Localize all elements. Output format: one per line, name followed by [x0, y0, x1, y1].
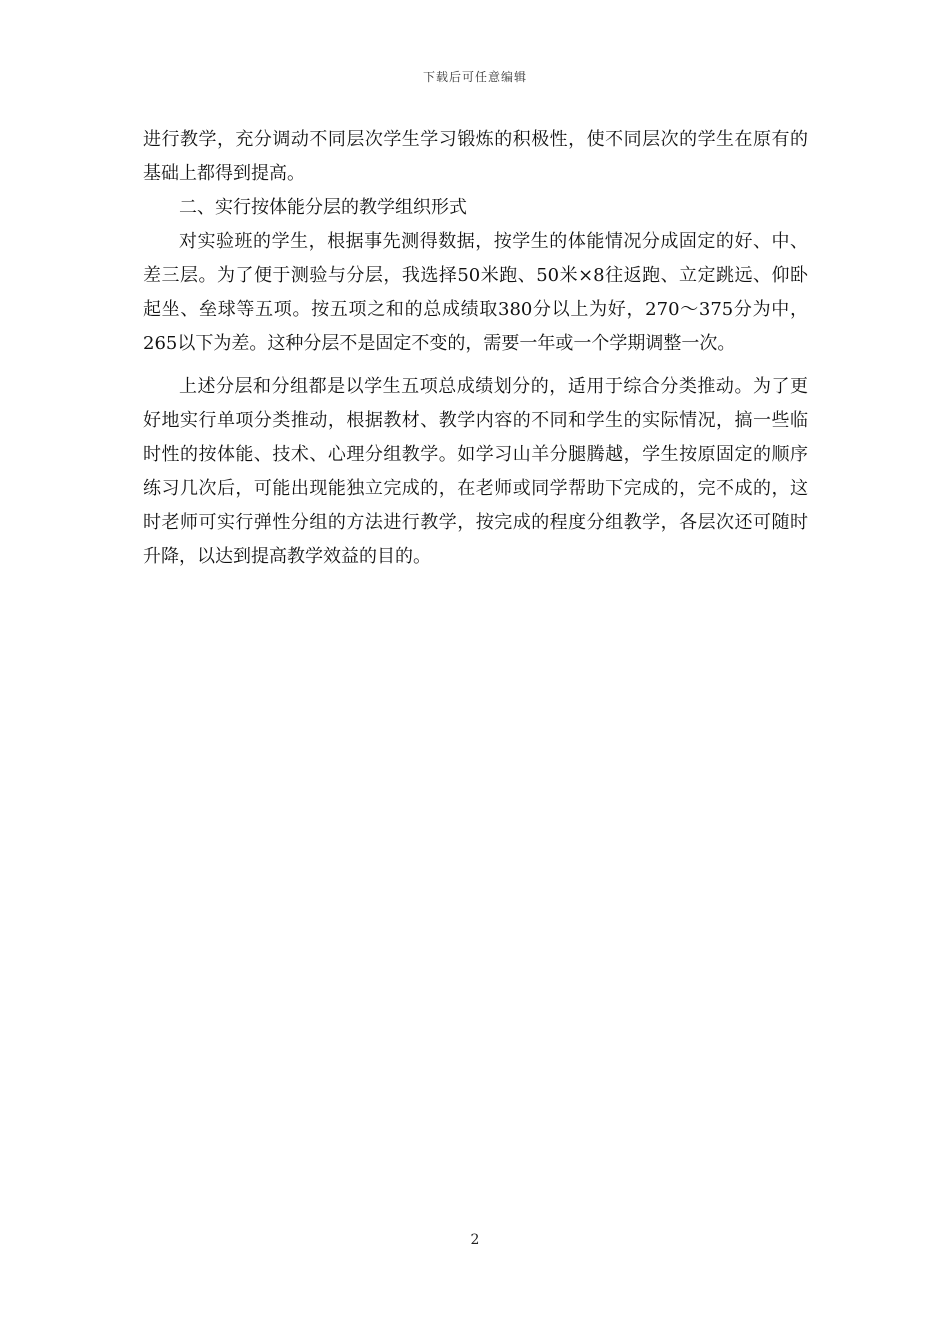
page-number: 2	[470, 1232, 480, 1248]
paragraph-continuation: 进行教学，充分调动不同层次学生学习锻炼的积极性，使不同层次的学生在原有的基础上都得到提高。	[143, 129, 808, 184]
section-heading: 二、实行按体能分层的教学组织形式	[179, 197, 467, 218]
page-header: 下载后可任意编辑	[422, 70, 527, 84]
paragraph: 上述分层和分组都是以学生五项总成绩划分的，适用于综合分类推动。为了更好地实行单项分类推动，根据教材、教学内容的不同和学生的实际情况，搞一些临时性的按体能、技术、心理分组教学。如学习山羊分腿腾越，学生按原固定的顺序练习几次后，可能出现能独立完成的，在老师或同学帮助下完成的，完不成的，这时老师可实行弹性分组的方法进行教学，按完成的程度分组教学，各层次还可随时升降，以达到提高教学效益的目的。	[143, 376, 808, 567]
paragraph: 对实验班的学生，根据事先测得数据，按学生的体能情况分成固定的好、中、差三层。为了便于测验与分层，我选择50米跑、50米×8往返跑、立定跳远、仰卧起坐、垒球等五项。按五项之和的总成绩取380分以上为好，270～375分为中，265以下为差。这种分层不是固定不变的，需要一年或一个学期调整一次。	[143, 231, 808, 354]
document-body	[143, 123, 808, 574]
